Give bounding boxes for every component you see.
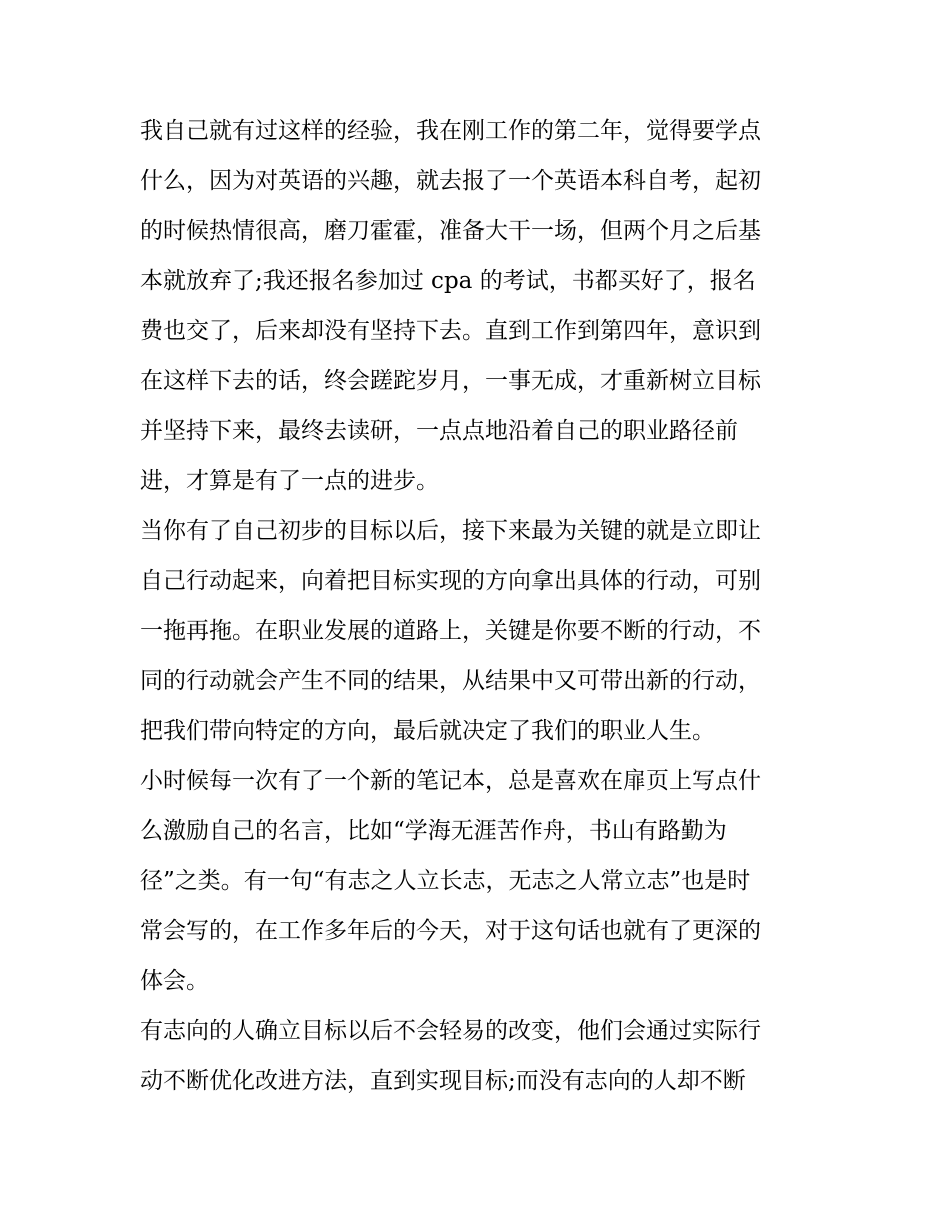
text-line: 并坚持下来，最终去读研，一点点地沿着自己的职业路径前 bbox=[140, 418, 738, 444]
text-line: 动不断优化改进方法，直到实现目标;而没有志向的人却不断 bbox=[140, 1068, 746, 1094]
text-line: 的时候热情很高，磨刀霍霍，准备大干一场，但两个月之后基 bbox=[140, 218, 761, 244]
text-line: 在这样下去的话，终会蹉跎岁月，一事无成，才重新树立目标 bbox=[140, 368, 761, 394]
text-line: 常会写的，在工作多年后的今天，对于这句话也就有了更深的 bbox=[140, 918, 761, 944]
text-line: 我自己就有过这样的经验，我在刚工作的第二年，觉得要学点 bbox=[140, 118, 761, 144]
body-text bbox=[140, 106, 820, 1106]
text-line: 本就放弃了;我还报名参加过 cpa 的考试，书都买好了，报名 bbox=[140, 268, 756, 294]
text-line: 什么，因为对英语的兴趣，就去报了一个英语本科自考，起初 bbox=[140, 168, 761, 194]
text-line: 同的行动就会产生不同的结果，从结果中又可带出新的行动， bbox=[140, 668, 761, 694]
text-line: 体会。 bbox=[140, 968, 209, 994]
text-line: 当你有了自己初步的目标以后，接下来最为关键的就是立即让 bbox=[140, 518, 761, 544]
text-line: 径”之类。有一句“有志之人立长志，无志之人常立志”也是时 bbox=[140, 868, 751, 894]
text-line: 自己行动起来，向着把目标实现的方向拿出具体的行动，可别 bbox=[140, 568, 761, 594]
text-line: 小时候每一次有了一个新的笔记本，总是喜欢在扉页上写点什 bbox=[140, 768, 761, 794]
paragraph-4 bbox=[140, 1006, 820, 1106]
paragraph-3 bbox=[140, 756, 820, 1006]
paragraph-2 bbox=[140, 506, 820, 756]
paragraph-1 bbox=[140, 106, 820, 506]
text-line: 么激励自己的名言，比如“学海无涯苦作舟，书山有路勤为 bbox=[140, 818, 727, 844]
text-line: 进，才算是有了一点的进步。 bbox=[140, 468, 439, 494]
text-line: 一拖再拖。在职业发展的道路上，关键是你要不断的行动，不 bbox=[140, 618, 761, 644]
text-line: 费也交了，后来却没有坚持下去。直到工作到第四年，意识到 bbox=[140, 318, 761, 344]
text-line: 有志向的人确立目标以后不会轻易的改变，他们会通过实际行 bbox=[140, 1018, 761, 1044]
text-line: 把我们带向特定的方向，最后就决定了我们的职业人生。 bbox=[140, 718, 715, 744]
